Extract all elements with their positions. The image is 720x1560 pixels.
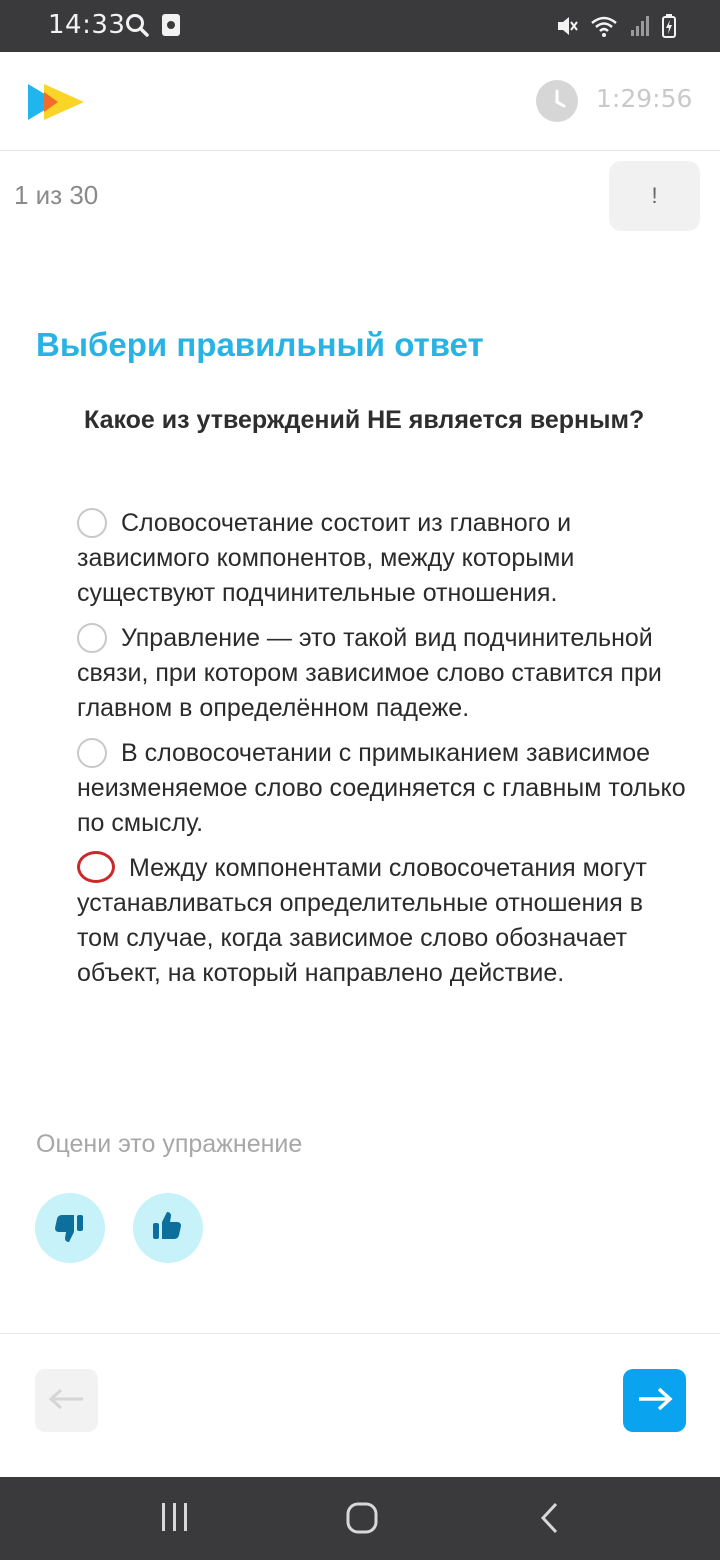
- next-button[interactable]: [623, 1369, 686, 1432]
- battery-icon: [662, 14, 676, 42]
- answer-option-text: Словосочетание состоит из главного и зависимого компонентов, между которыми существуют подчинительные отношения.: [77, 509, 575, 607]
- app-header: [0, 52, 720, 151]
- system-nav-bar: [0, 1477, 720, 1560]
- answer-option-text: Управление — это такой вид подчинительной связи, при котором зависимое слово ставится при главном в определённом падеже.: [77, 624, 662, 722]
- rating-label: Оцени это упражнение: [36, 1130, 303, 1158]
- answer-options: [77, 506, 687, 1001]
- radio-button[interactable]: [77, 508, 107, 538]
- back-icon[interactable]: [538, 1501, 562, 1539]
- answer-option-text: В словосочетании с примыканием зависимое неизменяемое слово соединяется с главным только по смыслу.: [77, 739, 686, 837]
- radio-button[interactable]: [77, 738, 107, 768]
- answer-option-1[interactable]: [77, 506, 687, 611]
- signal-icon: [630, 15, 650, 41]
- radio-button-selected[interactable]: [77, 851, 115, 883]
- home-icon[interactable]: [345, 1501, 379, 1539]
- thumbs-down-icon: [50, 1235, 90, 1250]
- arrow-left-icon: [47, 1399, 87, 1414]
- dislike-button[interactable]: [35, 1193, 105, 1263]
- footer-divider: [0, 1333, 720, 1334]
- status-bar: [0, 0, 720, 52]
- mute-icon: [556, 14, 578, 42]
- status-time: 14:33: [48, 10, 126, 40]
- timer: 1:29:56: [596, 84, 693, 113]
- task-title: Выбери правильный ответ: [36, 326, 484, 363]
- wifi-icon: [590, 14, 618, 42]
- recent-apps-icon[interactable]: [160, 1501, 190, 1537]
- answer-option-2[interactable]: [77, 621, 687, 726]
- like-button[interactable]: [133, 1193, 203, 1263]
- search-icon: [124, 12, 150, 42]
- answer-option-text: Между компонентами словосочетания могут устанавливаться определительные отношения в том случае, когда зависимое слово обозначает объект, на который направлено действие.: [77, 854, 647, 987]
- screen-record-icon: [160, 12, 182, 42]
- answer-option-4[interactable]: [77, 851, 687, 991]
- radio-button[interactable]: [77, 623, 107, 653]
- answer-option-3[interactable]: [77, 736, 687, 841]
- report-button[interactable]: !: [609, 161, 700, 231]
- thumbs-up-icon: [148, 1235, 188, 1250]
- app-logo-icon[interactable]: [28, 82, 86, 122]
- question-counter: 1 из 30: [14, 180, 99, 210]
- arrow-right-icon: [635, 1400, 675, 1415]
- previous-button[interactable]: [35, 1369, 98, 1432]
- question-text: Какое из утверждений НЕ является верным?: [84, 406, 645, 434]
- clock-icon: [536, 80, 578, 122]
